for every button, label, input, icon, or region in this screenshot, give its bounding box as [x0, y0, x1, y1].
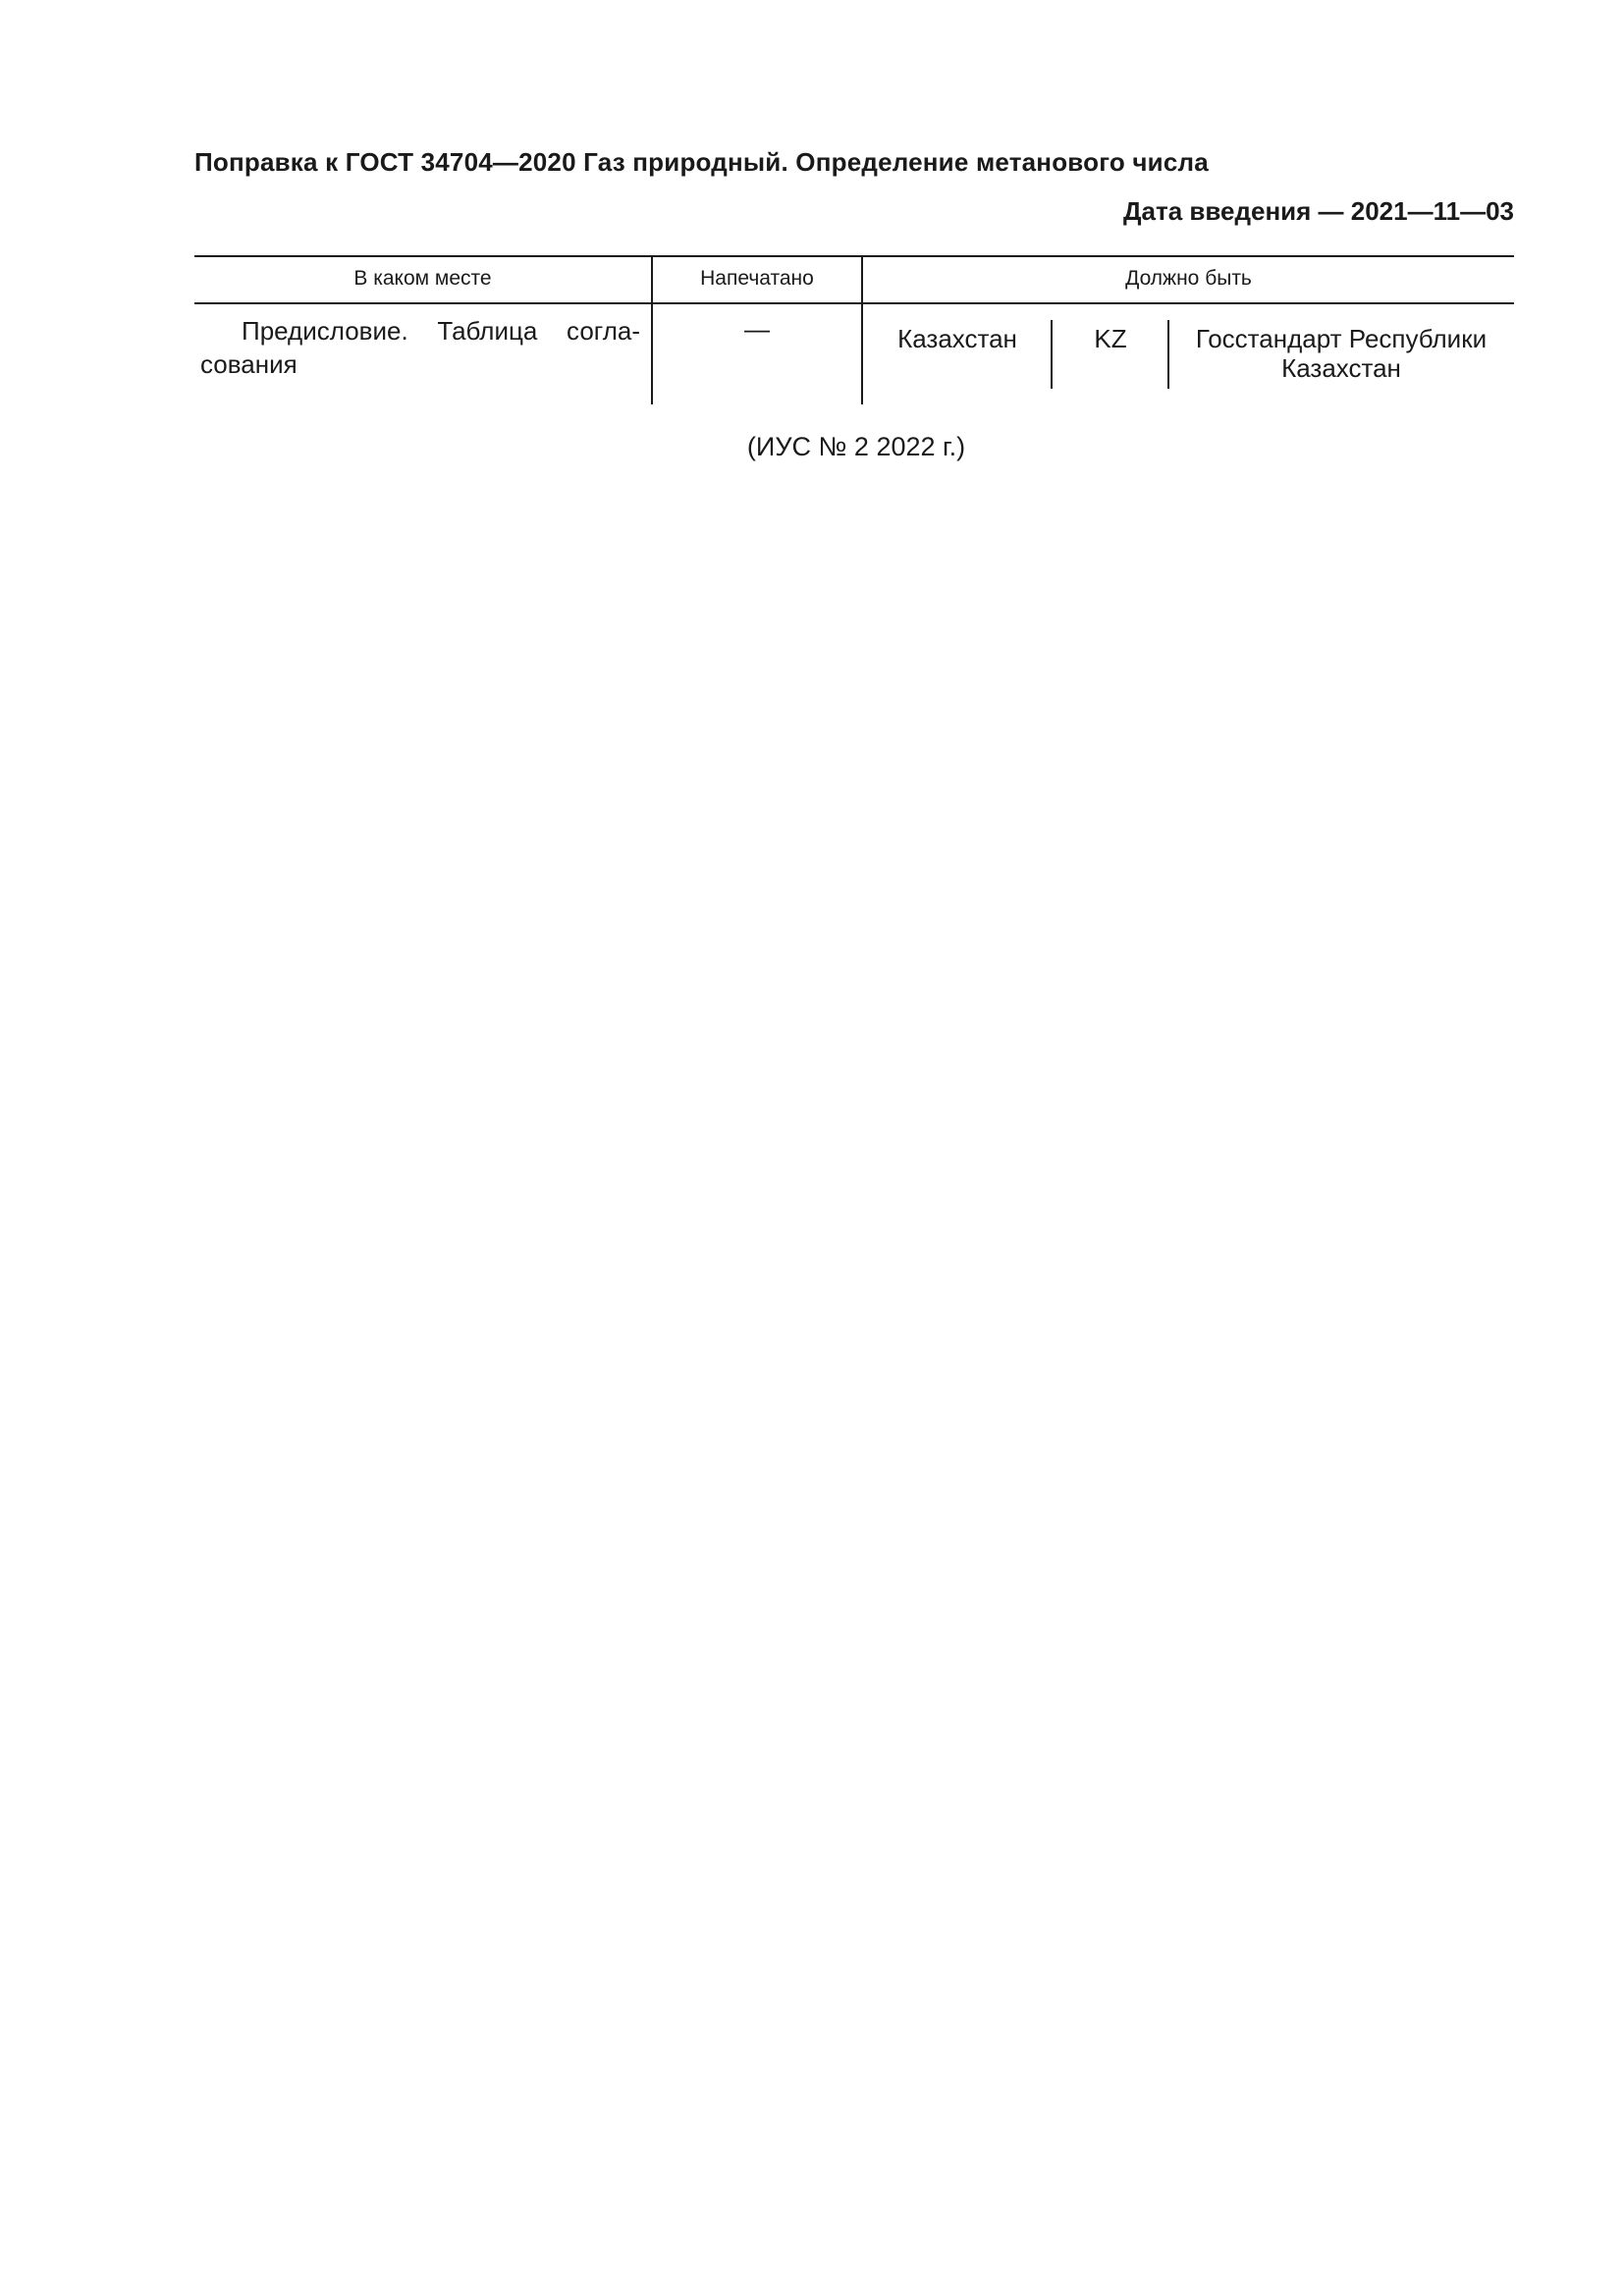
table-header-rule	[194, 302, 1514, 304]
header-place: В каком месте	[353, 267, 492, 290]
table-row-code: KZ	[1094, 324, 1127, 353]
header-printed: Напечатано	[700, 267, 814, 290]
source-note: (ИУС № 2 2022 г.)	[746, 432, 966, 461]
table-row-printed: —	[744, 314, 770, 344]
effective-date: Дата введения — 2021—11—03	[1123, 196, 1514, 226]
document-title: Поправка к ГОСТ 34704—2020 Газ природный. Определение метанового числа	[194, 147, 1209, 177]
table-row-organization: Госстандарт Республики Казахстан	[1195, 324, 1488, 383]
table-row-country: Казахстан	[897, 324, 1017, 353]
header-should-be: Должно быть	[1125, 267, 1252, 290]
table-row-place: Предисловие. Таблица согла-сования	[200, 316, 640, 379]
table-top-rule	[194, 255, 1514, 257]
